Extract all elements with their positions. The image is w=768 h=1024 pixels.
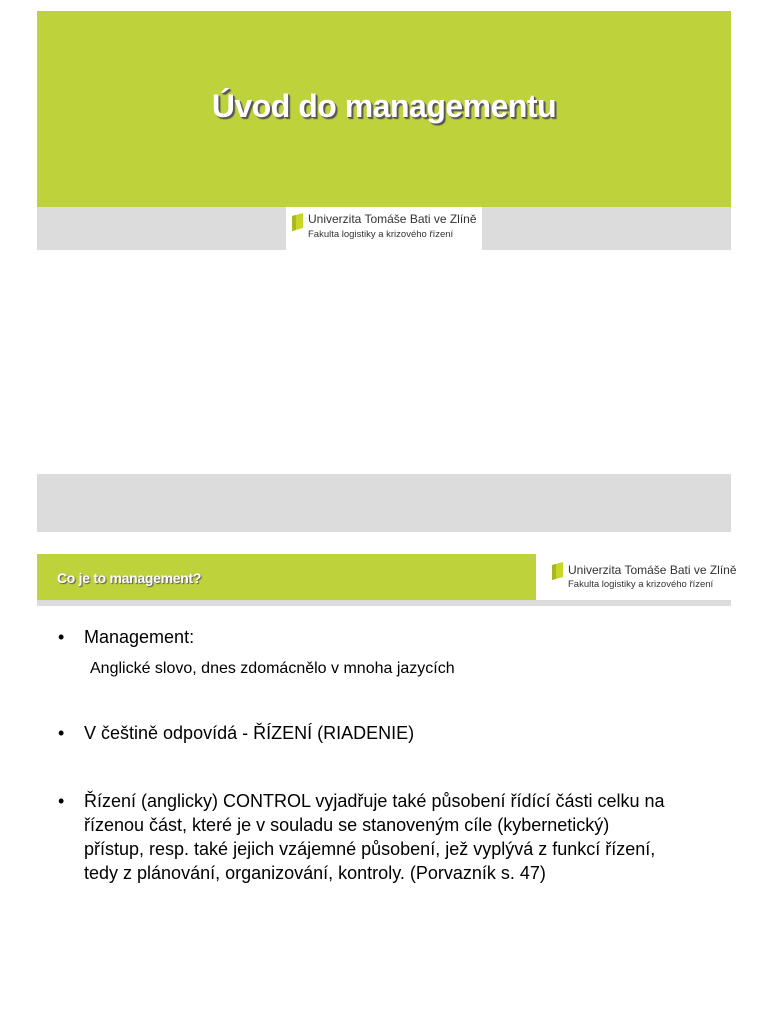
- definition-line: Řízení (anglicky) CONTROL vyjadřuje také působení řídící části celku na: [84, 791, 665, 811]
- header-rule: [37, 600, 731, 606]
- logo-university-name: Univerzita Tomáše Bati ve Zlíně: [568, 563, 737, 577]
- bullet-marker: •: [58, 791, 65, 811]
- logo-faculty-name: Fakulta logistiky a krizového řízení: [568, 579, 714, 590]
- slide-2-title: Co je to management?: [57, 570, 202, 586]
- university-logo: [536, 554, 737, 600]
- logo-university-name: Univerzita Tomáše Bati ve Zlíně: [308, 212, 477, 226]
- bullet-marker: •: [58, 627, 65, 647]
- definition-line: řízenou část, které je v souladu se stanoveným cíle (kybernetický): [84, 815, 610, 835]
- slide-1-footer-bar: [37, 474, 731, 532]
- slide-1-title: Úvod do managementu: [211, 88, 557, 124]
- bullet-management: Management:: [84, 627, 195, 647]
- definition-line: tedy z plánování, organizování, kontroly. (Porvazník s. 47): [84, 863, 546, 883]
- logo-mark-icon: [292, 213, 303, 231]
- bullet-czech-equivalent: V češtině odpovídá - ŘÍZENÍ (RIADENIE): [84, 723, 415, 743]
- logo-mark-icon: [552, 562, 563, 580]
- definition-line: přístup, resp. také jejich vzájemné působení, jež vyplývá z funkcí řízení,: [84, 839, 656, 859]
- bullet-management-sub: Anglické slovo, dnes zdomácnělo v mnoha jazycích: [90, 660, 455, 677]
- university-logo: [286, 207, 482, 250]
- logo-faculty-name: Fakulta logistiky a krizového řízení: [308, 229, 454, 240]
- bullet-marker: •: [58, 723, 65, 743]
- bullet-control-definition: [84, 789, 665, 885]
